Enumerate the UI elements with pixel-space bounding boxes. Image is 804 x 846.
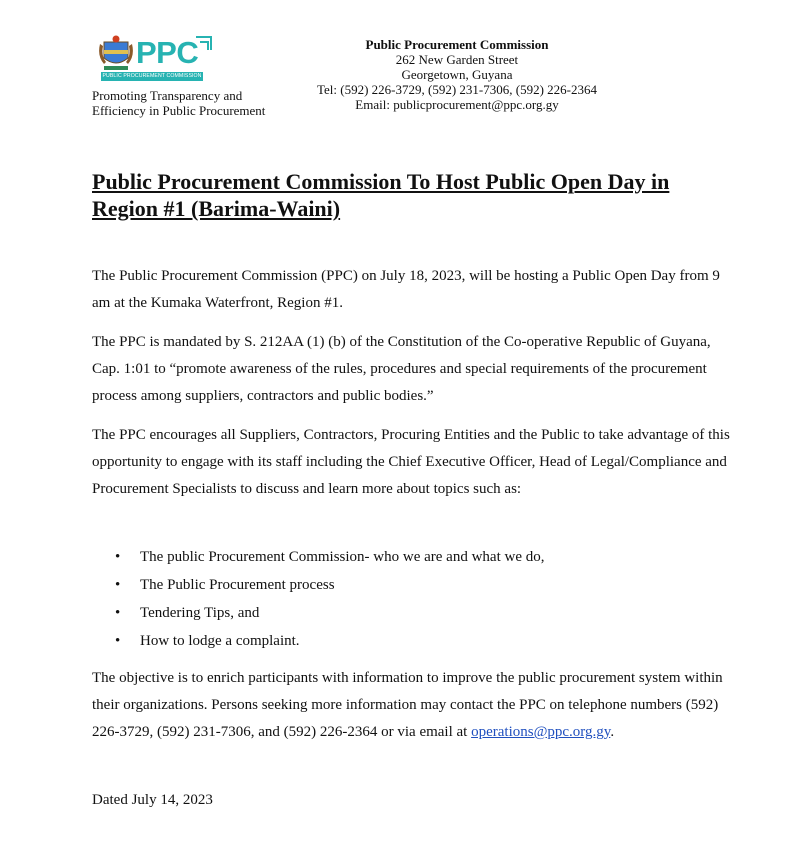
- email-line: Email: publicprocurement@ppc.org.gy: [355, 97, 559, 112]
- address-line-1: 262 New Garden Street: [395, 52, 519, 67]
- date-line: Dated July 14, 2023: [92, 792, 213, 808]
- operations-email-link[interactable]: operations@ppc.org.gy: [471, 724, 611, 740]
- bullet-icon: •: [115, 577, 121, 593]
- document-title: Public Procurement Commission To Host Public Open Day in Region #1 (Barima-Waini): [92, 169, 670, 221]
- paragraph-mandate: The PPC is mandated by S. 212AA (1) (b) of the Constitution of the Co-operative Republic of Guyana, Cap. 1:01 to “promote awareness of the rules, procedures and special requirements of the procurement process among suppliers, contractors and public bodies.”: [92, 334, 711, 404]
- paragraph-intro: The Public Procurement Commission (PPC) on July 18, 2023, will be hosting a Public Open Day from 9 am at the Kumaka Waterfront, Region #1.: [92, 268, 720, 311]
- logo-wordmark: PPC: [136, 35, 199, 70]
- org-name: Public Procurement Commission: [365, 37, 549, 52]
- tagline-line-1: Promoting Transparency and: [92, 88, 243, 103]
- objective-end: .: [610, 724, 615, 740]
- list-item: • The Public Procurement process: [92, 571, 732, 599]
- address-line-2: Georgetown, Guyana: [401, 67, 513, 82]
- objective-text: The objective is to enrich participants with information to improve the public procurement system within their organizations. Persons seeking more information may contact the PPC on telephone numbers (592) 226-3729, (592) 231-7306, and (592) 226-2364 or via email at: [92, 670, 723, 740]
- bullet-icon: •: [115, 633, 121, 649]
- tagline-line-2: Efficiency in Public Procurement: [92, 103, 266, 118]
- list-item: • The public Procurement Commission- who we are and what we do,: [92, 543, 732, 571]
- paragraph-objective: [92, 665, 732, 746]
- topics-list: [92, 543, 732, 655]
- coat-of-arms-icon: [98, 34, 134, 74]
- logo-band: PUBLIC PROCUREMENT COMMISSION: [102, 73, 202, 79]
- list-item: • Tendering Tips, and: [92, 599, 732, 627]
- paragraph-encouragement: The PPC encourages all Suppliers, Contractors, Procuring Entities and the Public to take advantage of this opportunity to engage with its staff including the Chief Executive Officer, Head of Legal/Compliance and Procurement Specialists to discuss and learn more about topics such as:: [92, 427, 730, 497]
- bullet-icon: •: [115, 605, 121, 621]
- tagline: [92, 88, 265, 118]
- telephone-line: Tel: (592) 226-3729, (592) 231-7306, (592) 226-2364: [317, 82, 597, 97]
- logo-corner-mark-inner: [200, 41, 209, 50]
- org-contact-block: [292, 37, 622, 112]
- bullet-icon: •: [115, 549, 121, 565]
- list-item: • How to lodge a complaint.: [92, 627, 732, 655]
